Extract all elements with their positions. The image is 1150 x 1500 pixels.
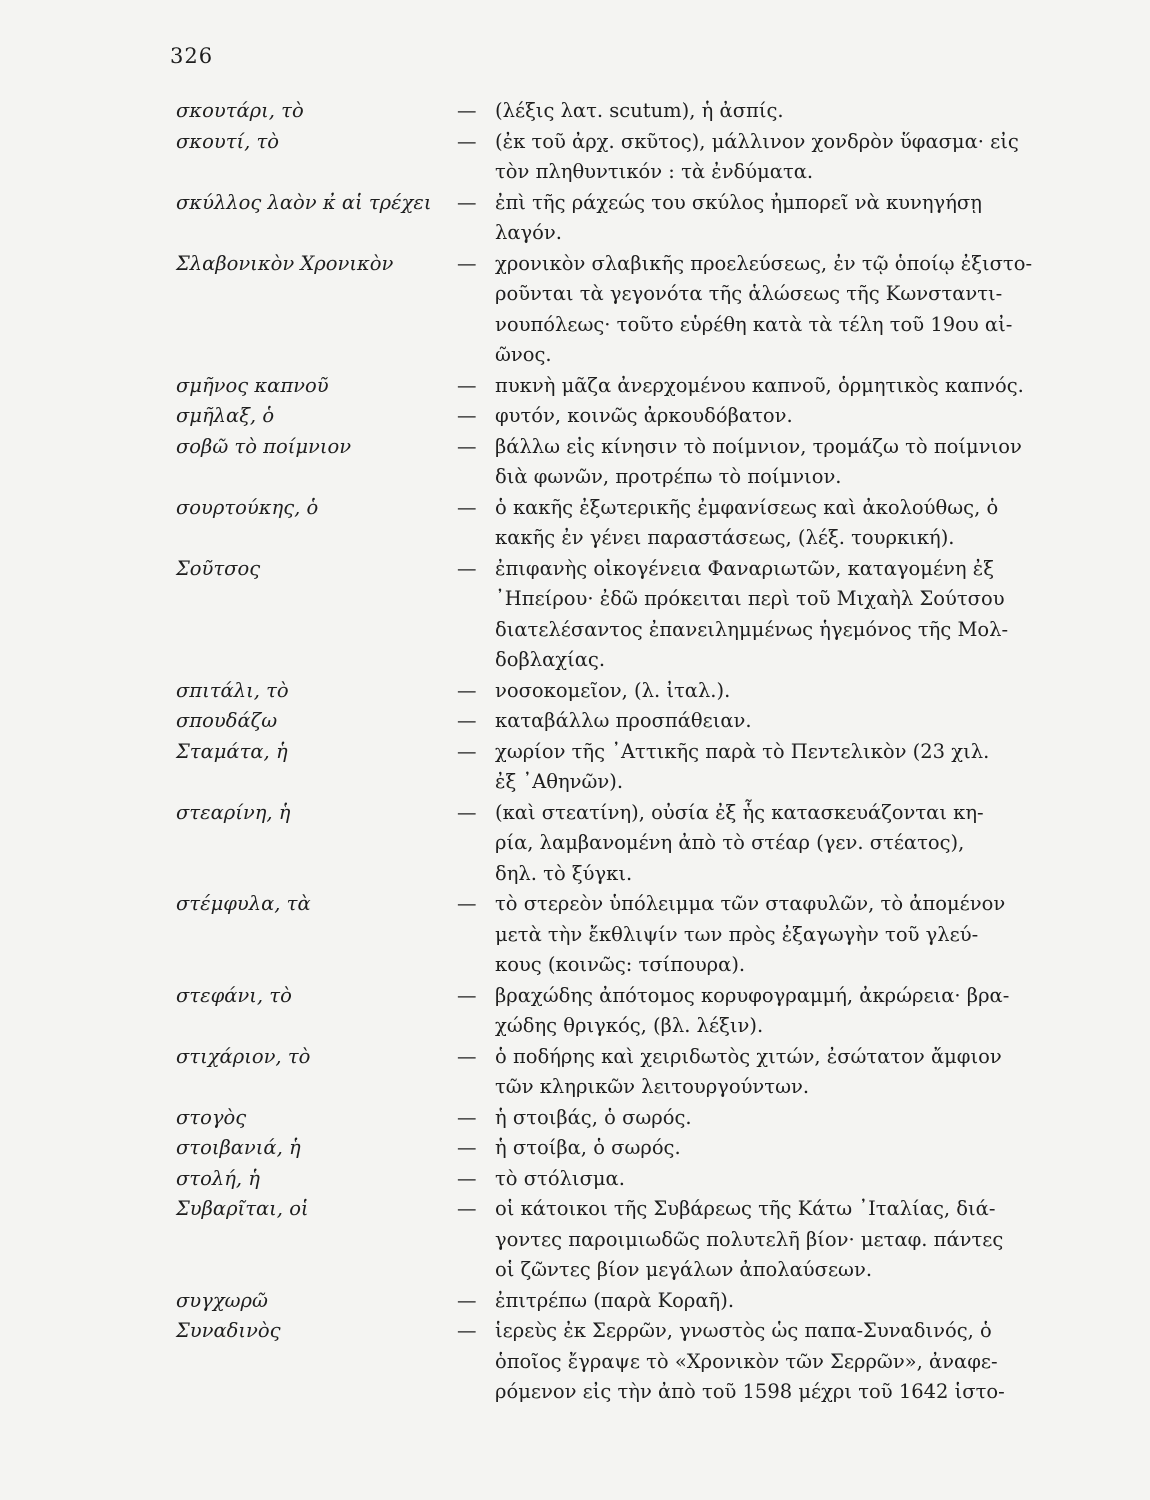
definition-line: ἐπὶ τῆς ράχεώς του σκύλος ἠμπορεῖ νὰ κυνηγήσῃ bbox=[495, 190, 982, 214]
entry-dash: — bbox=[457, 1319, 477, 1342]
entry-dash: — bbox=[457, 983, 477, 1007]
glossary-entry bbox=[0, 1042, 1150, 1103]
entry-headword: στολή, ἡ bbox=[176, 1166, 260, 1190]
entry-definition bbox=[495, 432, 1040, 493]
definition-line: κους (κοινῶς: τσίπουρα). bbox=[495, 953, 746, 976]
entry-headword: συγχωρῶ bbox=[176, 1288, 268, 1312]
entry-headword: στιχάριον, τὸ bbox=[176, 1044, 311, 1068]
entry-definition bbox=[495, 889, 1040, 981]
glossary-entry bbox=[0, 432, 1150, 493]
entry-dash: — bbox=[457, 1166, 477, 1190]
definition-line: χρονικὸν σλαβικῆς προελεύσεως, ἐν τῷ ὁποίῳ ἐξιστο- bbox=[495, 251, 1033, 275]
entry-dash: — bbox=[457, 739, 477, 763]
glossary-entry bbox=[0, 188, 1150, 249]
definition-line: ῶνος. bbox=[495, 343, 552, 366]
entry-headword: σμῆλαξ, ὁ bbox=[176, 404, 275, 427]
entry-definition bbox=[495, 706, 1040, 737]
entry-dash: — bbox=[457, 251, 477, 275]
entry-definition bbox=[495, 401, 1040, 432]
definition-line: νουπόλεως· τοῦτο εὑρέθη κατὰ τὰ τέλη τοῦ 19ου αἰ- bbox=[495, 312, 1013, 336]
definition-line: διὰ φωνῶν, προτρέπω τὸ ποίμνιον. bbox=[495, 465, 842, 488]
entry-headword: Σλαβονικὸν Χρονικὸν bbox=[176, 251, 394, 275]
entry-headword: σμῆνος καπνοῦ bbox=[176, 373, 329, 397]
entry-headword: σκύλλος λαὸν κ̓ αἱ τρέχει bbox=[176, 190, 432, 214]
definition-line: φυτόν, κοινῶς ἀρκουδόβατον. bbox=[495, 404, 793, 427]
page-number: 326 bbox=[170, 44, 214, 68]
entry-headword: Συβαρῖται, οἱ bbox=[176, 1197, 309, 1220]
entry-headword: Συναδινὸς bbox=[176, 1319, 281, 1342]
entry-dash: — bbox=[457, 1197, 477, 1220]
entry-headword: σουρτούκης, ὁ bbox=[176, 495, 319, 519]
entry-dash: — bbox=[457, 678, 477, 702]
entry-headword: στογὸς bbox=[176, 1105, 247, 1129]
glossary-entry bbox=[0, 676, 1150, 707]
entry-dash: — bbox=[457, 892, 477, 915]
entry-dash: — bbox=[457, 1136, 477, 1159]
entry-dash: — bbox=[457, 404, 477, 427]
definition-line: γοντες παροιμιωδῶς πολυτελῆ βίον· μεταφ. πάντες bbox=[495, 1227, 1004, 1251]
glossary-entry bbox=[0, 96, 1150, 127]
glossary-entry bbox=[0, 1316, 1150, 1408]
entry-definition bbox=[495, 1042, 1040, 1103]
definition-line: τὸ στόλισμα. bbox=[495, 1166, 625, 1190]
entry-headword: σκουτί, τὸ bbox=[176, 129, 280, 153]
entry-definition bbox=[495, 1164, 1040, 1195]
definition-line: χώδης θριγκός, (βλ. λέξιν). bbox=[495, 1014, 764, 1037]
definition-line: (καὶ στεατίνη), οὐσία ἐξ ἧς κατασκευάζονται κη- bbox=[495, 800, 984, 824]
definition-line: ρία, λαμβανομένη ἀπὸ τὸ στέαρ (γεν. στέατος), bbox=[495, 831, 965, 854]
definition-line: ἡ στοιβάς, ὁ σωρός. bbox=[495, 1105, 692, 1129]
entry-definition bbox=[495, 1286, 1040, 1317]
entry-definition bbox=[495, 371, 1040, 402]
glossary-entry bbox=[0, 127, 1150, 188]
definition-line: μετὰ τὴν ἔκθλιψίν των πρὸς ἐξαγωγὴν τοῦ γλεύ- bbox=[495, 922, 979, 946]
entry-dash: — bbox=[457, 1044, 477, 1068]
glossary-entry bbox=[0, 737, 1150, 798]
entry-headword: σκουτάρι, τὸ bbox=[176, 99, 304, 122]
entry-definition bbox=[495, 1133, 1040, 1164]
entry-headword: στέμφυλα, τὰ bbox=[176, 892, 311, 915]
definition-line: βάλλω εἰς κίνησιν τὸ ποίμνιον, τρομάζω τὸ ποίμνιον bbox=[495, 434, 1022, 458]
glossary-entry bbox=[0, 401, 1150, 432]
glossary-entry bbox=[0, 1103, 1150, 1134]
entry-dash: — bbox=[457, 373, 477, 397]
definition-line: τὸν πληθυντικόν : τὰ ἐνδύματα. bbox=[495, 160, 814, 183]
entry-dash: — bbox=[457, 495, 477, 519]
entry-definition bbox=[495, 676, 1040, 707]
definition-line: καταβάλλω προσπάθειαν. bbox=[495, 709, 752, 732]
entry-dash: — bbox=[457, 129, 477, 153]
definition-line: ᾿Ηπείρου· ἐδῶ πρόκειται περὶ τοῦ Μιχαὴλ Σούτσου bbox=[495, 587, 1005, 610]
definition-line: τὸ στερεὸν ὑπόλειμμα τῶν σταφυλῶν, τὸ ἀπομένον bbox=[495, 892, 1006, 915]
definition-line: διατελέσαντος ἐπανειλημμένως ἡγεμόνος τῆς Μολ- bbox=[495, 617, 1009, 641]
entry-dash: — bbox=[457, 190, 477, 214]
entry-headword: στεαρίνη, ἡ bbox=[176, 800, 291, 824]
glossary-entry bbox=[0, 1164, 1150, 1195]
definition-line: λαγόν. bbox=[495, 221, 562, 244]
definition-line: ροῦνται τὰ γεγονότα τῆς ἁλώσεως τῆς Κωνσταντι- bbox=[495, 282, 1003, 305]
definition-line: ἐξ ᾿Αθηνῶν). bbox=[495, 770, 624, 793]
glossary-entry bbox=[0, 798, 1150, 890]
glossary-entry bbox=[0, 1133, 1150, 1164]
entry-headword: στεφάνι, τὸ bbox=[176, 983, 292, 1007]
entry-definition bbox=[495, 96, 1040, 127]
definition-line: πυκνὴ μᾶζα ἀνερχομένου καπνοῦ, ὁρμητικὸς καπνός. bbox=[495, 373, 1024, 397]
entry-definition bbox=[495, 188, 1040, 249]
entry-dash: — bbox=[457, 1105, 477, 1129]
entry-definition bbox=[495, 737, 1040, 798]
entry-definition bbox=[495, 554, 1040, 676]
entry-definition bbox=[495, 1194, 1040, 1286]
glossary-entry bbox=[0, 706, 1150, 737]
definition-line: κακῆς ἐν γένει παραστάσεως, (λέξ. τουρκική). bbox=[495, 526, 955, 549]
definition-line: ἐπιτρέπω (παρὰ Κοραῆ). bbox=[495, 1288, 735, 1312]
definition-line: οἱ κάτοικοι τῆς Συβάρεως τῆς Κάτω ᾿Ιταλίας, διά- bbox=[495, 1197, 996, 1220]
entry-dash: — bbox=[457, 1288, 477, 1312]
entry-headword: στοιβανιά, ἡ bbox=[176, 1136, 301, 1159]
glossary-entry bbox=[0, 249, 1150, 371]
definition-line: ὁποῖος ἔγραψε τὸ «Χρονικὸν τῶν Σερρῶν», ἀναφε- bbox=[495, 1349, 998, 1373]
definition-line: βραχώδης ἀπότομος κορυφογραμμή, ἀκρώρεια· βρα- bbox=[495, 983, 1010, 1007]
glossary-entry bbox=[0, 493, 1150, 554]
definition-line: ἐπιφανὴς οἰκογένεια Φαναριωτῶν, καταγομένη ἐξ bbox=[495, 556, 994, 580]
entry-definition bbox=[495, 127, 1040, 188]
definition-line: ρόμενον εἰς τὴν ἀπὸ τοῦ 1598 μέχρι τοῦ 1642 ἱστο- bbox=[495, 1380, 1005, 1403]
glossary-entry bbox=[0, 554, 1150, 676]
entry-definition bbox=[495, 798, 1040, 890]
definition-line: χωρίον τῆς ᾿Αττικῆς παρὰ τὸ Πεντελικὸν (23 χιλ. bbox=[495, 739, 990, 763]
entry-headword: σοβῶ τὸ ποίμνιον bbox=[176, 434, 352, 458]
definition-line: ἱερεὺς ἐκ Σερρῶν, γνωστὸς ὡς παπα-Συναδινός, ὁ bbox=[495, 1319, 992, 1342]
definition-line: τῶν κληρικῶν λειτουργούντων. bbox=[495, 1075, 810, 1098]
entry-dash: — bbox=[457, 434, 477, 458]
glossary-entry bbox=[0, 371, 1150, 402]
entry-definition bbox=[495, 1103, 1040, 1134]
entry-definition bbox=[495, 1316, 1040, 1408]
entry-headword: σπιτάλι, τὸ bbox=[176, 678, 289, 702]
definition-line: ἡ στοίβα, ὁ σωρός. bbox=[495, 1136, 681, 1159]
entry-definition bbox=[495, 249, 1040, 371]
glossary-entry bbox=[0, 1286, 1150, 1317]
glossary-entries bbox=[0, 96, 1150, 1408]
definition-line: ὁ κακῆς ἐξωτερικῆς ἐμφανίσεως καὶ ἀκολούθως, ὁ bbox=[495, 495, 999, 519]
entry-headword: Σοῦτσος bbox=[176, 556, 261, 580]
entry-dash: — bbox=[457, 99, 477, 122]
entry-dash: — bbox=[457, 709, 477, 732]
glossary-entry bbox=[0, 1194, 1150, 1286]
glossary-entry bbox=[0, 981, 1150, 1042]
entry-dash: — bbox=[457, 556, 477, 580]
definition-line: δοβλαχίας. bbox=[495, 648, 606, 671]
glossary-entry bbox=[0, 889, 1150, 981]
entry-definition bbox=[495, 981, 1040, 1042]
entry-dash: — bbox=[457, 800, 477, 824]
definition-line: νοσοκομεῖον, (λ. ἰταλ.). bbox=[495, 678, 731, 702]
entry-definition bbox=[495, 493, 1040, 554]
definition-line: (λέξις λατ. scutum), ἡ ἀσπίς. bbox=[495, 99, 784, 122]
entry-headword: σπουδάζω bbox=[176, 709, 278, 732]
definition-line: (ἐκ τοῦ ἀρχ. σκῦτος), μάλλινον χονδρὸν ὕφασμα· εἰς bbox=[495, 129, 1019, 153]
definition-line: δηλ. τὸ ξύγκι. bbox=[495, 861, 633, 885]
definition-line: ὁ ποδήρης καὶ χειριδωτὸς χιτών, ἐσώτατον ἄμφιον bbox=[495, 1044, 1002, 1068]
entry-headword: Σταμάτα, ἡ bbox=[176, 739, 288, 763]
definition-line: οἱ ζῶντες βίον μεγάλων ἀπολαύσεων. bbox=[495, 1258, 873, 1281]
